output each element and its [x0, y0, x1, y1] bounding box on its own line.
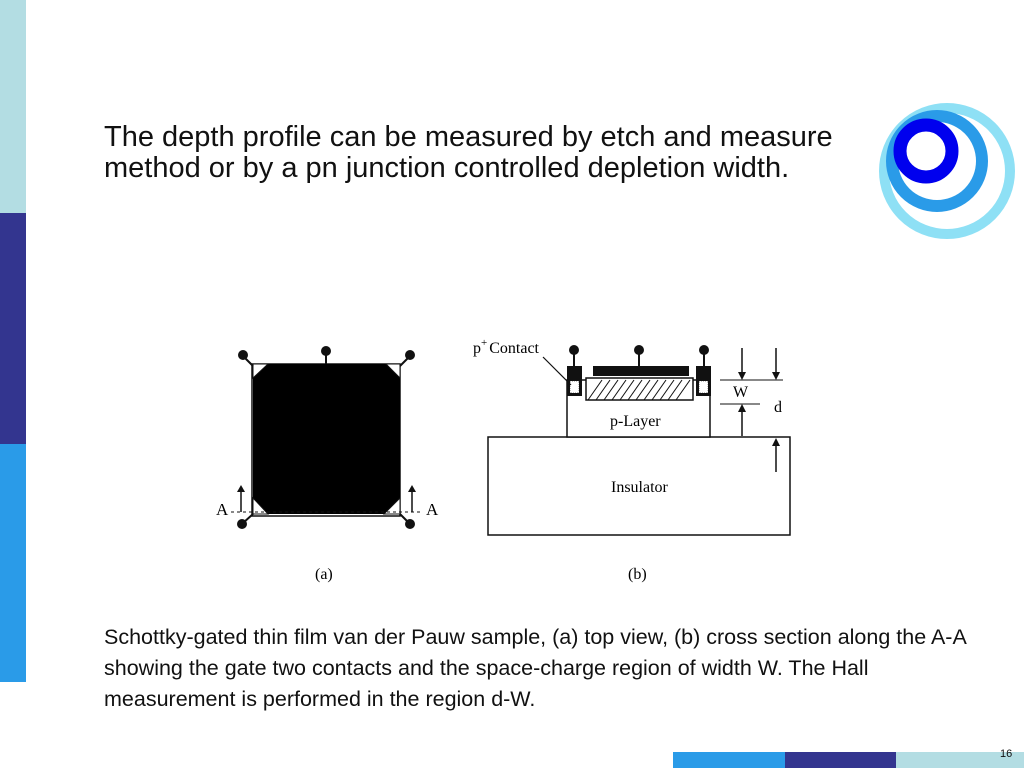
w-label: W [733, 384, 749, 401]
insulator-label: Insulator [611, 479, 668, 496]
p-layer-label: p-Layer [610, 413, 661, 430]
terminal-left-contact [569, 345, 579, 355]
terminal-right-contact [699, 345, 709, 355]
panel-b-cross-section [473, 337, 790, 583]
terminal-bottom-left [237, 519, 247, 529]
panel-a-top-view [216, 346, 439, 583]
slide-heading: The depth profile can be measured by etch and measure method or by a pn junction controlled depletion width. [104, 121, 833, 184]
figure-caption: Schottky-gated thin film van der Pauw sample, (a) top view, (b) cross section along the A-A showing the gate two contacts and the space-charge region of width W. The Hall measurement is performed in the region d-W. [104, 625, 966, 711]
section-label-left: A [216, 500, 229, 519]
terminal-bottom-right [405, 519, 415, 529]
terminal-top-gate [321, 346, 331, 356]
side-bar-bottom [0, 444, 26, 682]
terminal-gate [634, 345, 644, 355]
terminal-top-left [238, 350, 248, 360]
slide-number: 16 [1000, 748, 1013, 760]
side-bar-middle [0, 213, 26, 444]
gate-metal [593, 366, 689, 376]
terminal-top-right [405, 350, 415, 360]
inner-ring [900, 125, 952, 177]
panel-b-label: (b) [628, 566, 647, 583]
section-label-right: A [426, 500, 439, 519]
contact-label: p+ Contact [473, 337, 539, 357]
d-label: d [774, 399, 782, 416]
side-bar-top [0, 0, 26, 213]
concentric-circles-logo [878, 100, 1024, 246]
depletion-region [586, 378, 693, 400]
bottom-bar-dark [785, 752, 896, 768]
contact-pointer [543, 357, 571, 385]
panel-a-label: (a) [315, 566, 333, 583]
van-der-pauw-figure [200, 330, 800, 590]
bottom-bar-light [673, 752, 785, 768]
schottky-gate [253, 364, 400, 514]
